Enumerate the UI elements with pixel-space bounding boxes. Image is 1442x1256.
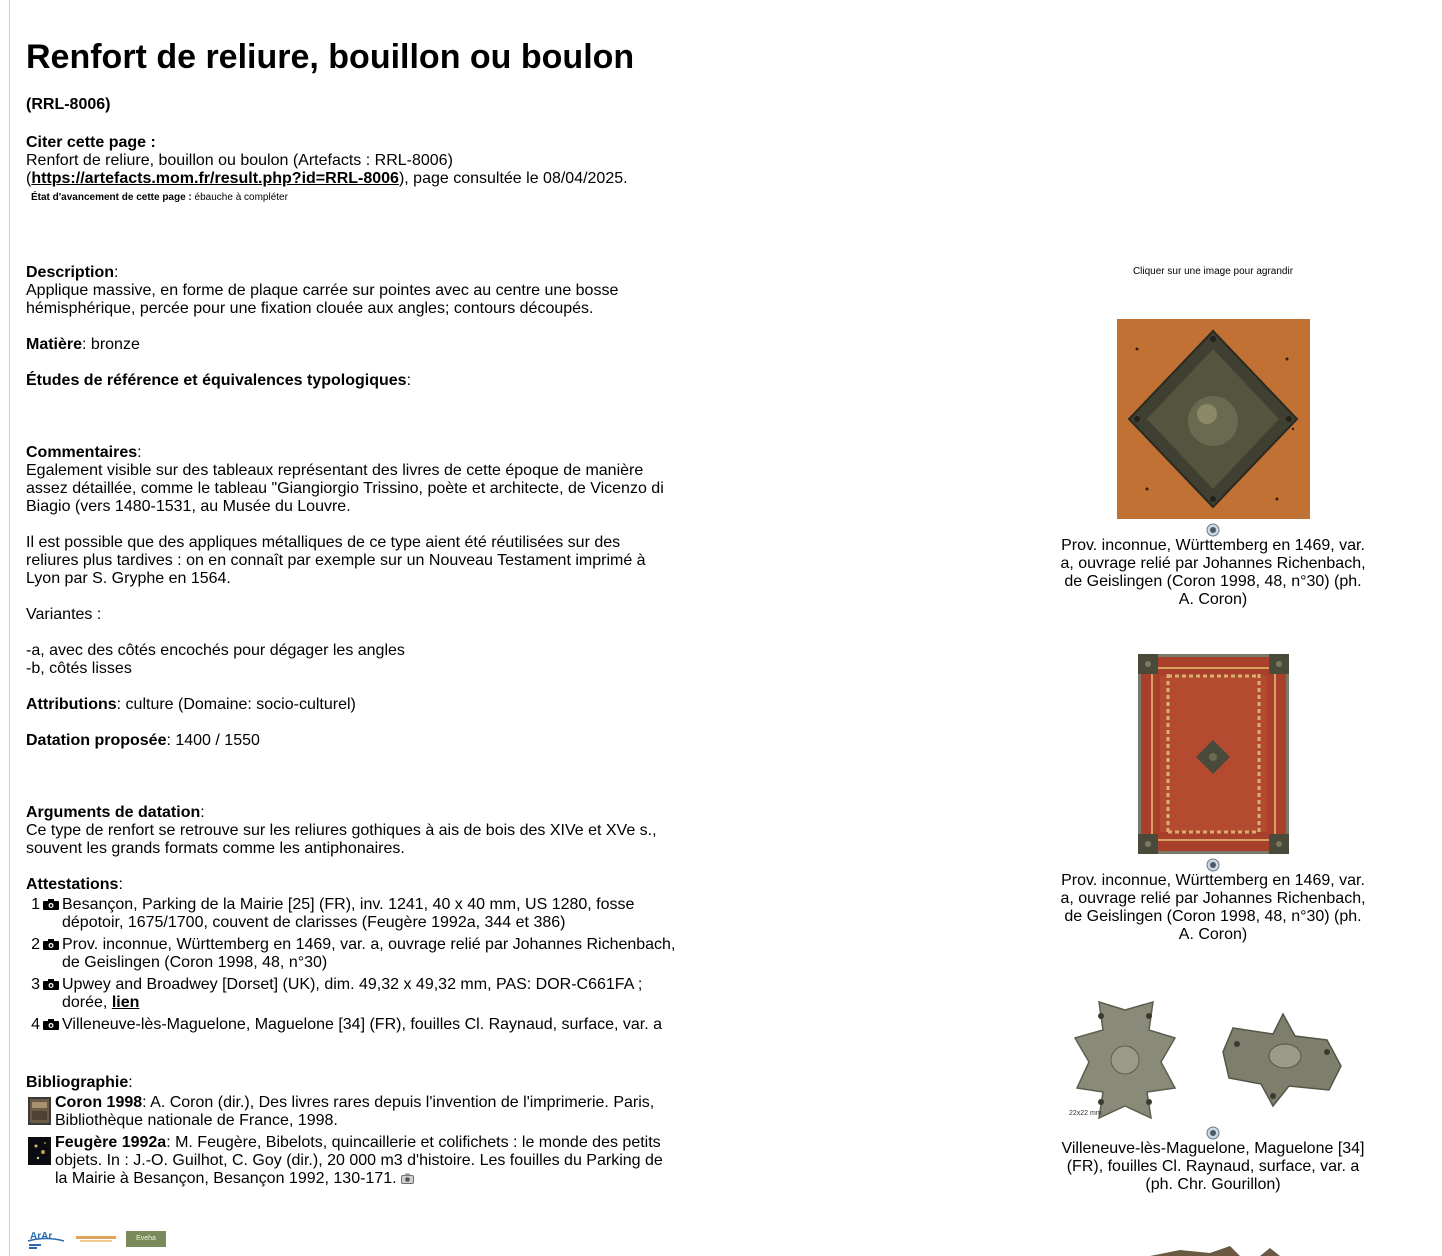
bibliography-entry (55, 1094, 671, 1130)
status-value: ébauche à compléter (194, 192, 288, 203)
camera-icon[interactable] (43, 1019, 59, 1030)
attestation-number: 3 (31, 976, 40, 993)
book-cover-thumbnail[interactable] (28, 1137, 51, 1165)
material-label: Matière (26, 336, 83, 353)
variant-a: -a, avec des côtés encochés pour dégager les angles (26, 642, 405, 659)
attestation-item (26, 936, 676, 972)
bibliography-label: Bibliographie (26, 1074, 129, 1091)
dating-section: Datation proposée: 1400 / 1550 (26, 732, 260, 749)
description-section: Description: Applique massive, en forme de plaque carrée sur pointes avec au centre une bosse hémisphérique, percée pour une fixation clouée aux angles; contours découpés. (26, 264, 619, 317)
bibliography-text: : M. Feugère, Bibelots, quincaillerie et colifichets : le monde des petits objets. In : J.-O. Guilhot, C. Goy (dir.), 20 000 m3 d'histoire. Les fouilles du Parking de la Mairie à Besançon, Besançon 1992, 130-171. (55, 1134, 663, 1187)
citation-label: Citer cette page : (26, 134, 156, 151)
zoom-icon[interactable] (1206, 1126, 1220, 1140)
bibliography-key[interactable]: Feugère 1992a (55, 1134, 167, 1151)
bibliography-list (26, 1094, 671, 1192)
attributions-section: Attributions: culture (Domaine: socio-culturel) (26, 696, 356, 713)
citation-paren: ( (26, 170, 32, 187)
description-label: Description (26, 264, 115, 281)
dating-label: Datation proposée (26, 732, 167, 749)
attestation-text-wrap (62, 976, 676, 1012)
bibliography-key[interactable]: Coron 1998 (55, 1094, 143, 1111)
page-title: Renfort de reliure, bouillon ou boulon (26, 38, 635, 76)
bibliography-item (26, 1134, 671, 1188)
gallery-image[interactable] (1065, 994, 1361, 1122)
gallery-image-next[interactable] (1140, 1244, 1290, 1256)
dating-arguments-text: Ce type de renfort se retrouve sur les reliures gothiques à ais de bois des XIVe et XVe s., souvent les grands formats comme les antiphonaires. (26, 822, 657, 857)
material-value: bronze (90, 336, 140, 353)
bibliography-heading: Bibliographie: (26, 1074, 133, 1091)
zoom-icon[interactable] (1206, 858, 1220, 872)
citation-block (26, 134, 686, 188)
attestation-text: Villeneuve-lès-Maguelone, Maguelone [34] (FR), fouilles Cl. Raynaud, surface, var. a (62, 1016, 663, 1033)
gallery-figure (1060, 319, 1366, 609)
variants-heading: Variantes : (26, 606, 102, 623)
zoom-icon[interactable] (1206, 523, 1220, 537)
partner-logos (26, 1228, 166, 1250)
gallery-figure (1060, 654, 1366, 944)
attestation-item (26, 1016, 676, 1034)
gallery-hint: Cliquer sur une image pour agrandir (1132, 266, 1294, 277)
description-text: Applique massive, en forme de plaque carrée sur pointes avec au centre une bosse hémisphérique, percée pour une fixation clouée aux angles; contours découpés. (26, 282, 619, 317)
comments-label: Commentaires (26, 444, 138, 461)
scale-label: 22x22 mm (1069, 1110, 1102, 1117)
page-status (31, 192, 288, 204)
variant-b: -b, côtés lisses (26, 660, 132, 677)
camera-icon[interactable] (43, 899, 59, 910)
svg-text:ArAr: ArAr (30, 1231, 53, 1242)
bibliography-text: : A. Coron (dir.), Des livres rares depuis l'invention de l'imprimerie. Paris, Bibliothèque nationale de France, 1998. (55, 1094, 655, 1129)
gallery-image[interactable] (1117, 319, 1310, 519)
comments-paragraph-1: Egalement visible sur des tableaux représentant des livres de cette époque de manière assez détaillée, comme le tableau "Giangiorgio Trissino, poète et architecte, de Vicenzo di Biagio (vers 1480-1531, au Musée du Louvre. (26, 462, 664, 515)
dating-value: 1400 / 1550 (175, 732, 260, 749)
camera-icon[interactable] (43, 939, 59, 950)
attestation-text: Besançon, Parking de la Mairie [25] (FR), inv. 1241, 40 x 40 mm, US 1280, fosse dépotoir, 1675/1700, couvent de clarisses (Feugère 1992a, 344 et 386) (62, 896, 635, 931)
gallery-caption: Villeneuve-lès-Maguelone, Maguelone [34] (FR), fouilles Cl. Raynaud, surface, var. a (ph. Chr. Gourillon) (1061, 1140, 1365, 1193)
attestation-external-link[interactable]: lien (111, 994, 140, 1011)
attestations-label: Attestations (26, 876, 119, 893)
left-border (9, 0, 10, 1256)
material-section: Matière: bronze (26, 336, 140, 353)
gallery-image-wrap (1065, 994, 1361, 1122)
bibliography-entry (55, 1134, 671, 1188)
status-label: État d'avancement de cette page : (31, 192, 192, 203)
attestation-text: Prov. inconnue, Württemberg en 1469, var. a, ouvrage relié par Johannes Richenbach, de Geislingen (Coron 1998, 48, n°30) (62, 936, 676, 971)
citation-text: Renfort de reliure, bouillon ou boulon (Artefacts : RRL-8006) (26, 152, 453, 169)
camera-small-icon[interactable] (401, 1173, 414, 1184)
attestations-list (26, 896, 676, 1038)
book-cover-thumbnail[interactable] (28, 1097, 51, 1125)
bibliography-item (26, 1094, 671, 1130)
citation-url-link[interactable]: https://artefacts.mom.fr/result.php?id=RRL-8006 (31, 170, 399, 187)
eveha-logo[interactable]: Eveha (126, 1231, 166, 1247)
citation-date: ), page consultée le 08/04/2025. (398, 170, 628, 187)
attributions-label: Attributions (26, 696, 117, 713)
dating-arguments-label: Arguments de datation (26, 804, 201, 821)
attestation-text: Upwey and Broadwey [Dorset] (UK), dim. 49,32 x 49,32 mm, PAS: DOR-C661FA ; dorée, (62, 976, 643, 1011)
gallery-figure (1060, 994, 1366, 1194)
camera-icon[interactable] (43, 979, 59, 990)
partner-logo[interactable] (76, 1233, 116, 1245)
references-label: Études de référence et équivalences typologiques (26, 372, 407, 389)
gallery-caption: Prov. inconnue, Württemberg en 1469, var. a, ouvrage relié par Johannes Richenbach, de Geislingen (Coron 1998, 48, n°30) (ph. A. Coron) (1060, 537, 1366, 608)
gallery-image[interactable] (1138, 654, 1289, 854)
attributions-value: culture (Domaine: socio-culturel) (125, 696, 356, 713)
comments-paragraph-2: Il est possible que des appliques métalliques de ce type aient été réutilisées sur des reliures plus tardives : on en connaît par exemple sur un Nouveau Testament imprimé à Lyon par S. Gryphe en 1564. (26, 534, 646, 587)
attestation-item (26, 896, 676, 932)
attestation-number: 1 (31, 896, 40, 913)
attestation-number: 4 (31, 1016, 40, 1033)
references-section: Études de référence et équivalences typologiques: (26, 372, 412, 389)
dating-arguments-section: Arguments de datation: Ce type de renfort se retrouve sur les reliures gothiques à ais de bois des XIVe et XVe s., souvent les grands formats comme les antiphonaires. (26, 804, 657, 857)
gallery-caption: Prov. inconnue, Württemberg en 1469, var. a, ouvrage relié par Johannes Richenbach, de Geislingen (Coron 1998, 48, n°30) (ph. A. Coron) (1060, 872, 1366, 943)
object-reference: (RRL-8006) (26, 96, 111, 113)
attestation-item (26, 976, 676, 1012)
comments-section: Commentaires: Egalement visible sur des tableaux représentant des livres de cette époque de manière assez détaillée, comme le tableau "Giangiorgio Trissino, poète et architecte, de Vicenzo di Biagio (vers 1480-1531, au Musée du Louvre. Il est possible que des appliques métalliques de ce type aient été réutilisées sur des reliures plus tardives : on en connaît par exemple sur un Nouveau Testament imprimé à Lyon par S. Gryphe en 1564. Variantes : -a, avec des côtés encochés pour dégager les angles -b, côtés lisses (26, 444, 671, 678)
attestation-number: 2 (31, 936, 40, 953)
attestations-heading: Attestations: (26, 876, 123, 893)
arar-logo[interactable] (26, 1228, 66, 1250)
